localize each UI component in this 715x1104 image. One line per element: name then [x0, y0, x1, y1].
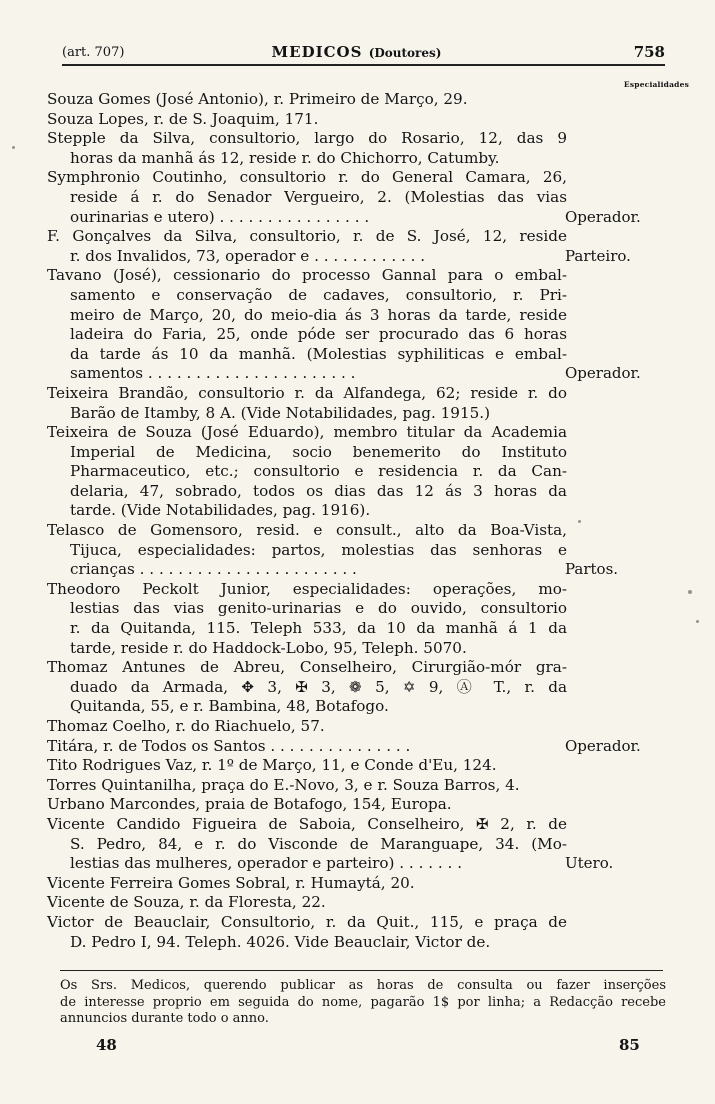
entry-line-continuation: Quitanda, 55, e r. Bambina, 48, Botafogo. — [70, 697, 389, 716]
entry-line-continuation: reside á r. do Senador Vergueiro, 2. (Molestias das vias — [70, 187, 567, 206]
directory-entry — [47, 580, 567, 658]
entry-line-continuation: Barão de Itamby, 8 A. (Vide Notabilidades, pag. 1915.) — [70, 403, 491, 422]
print-speckle — [12, 146, 15, 149]
entry-line-first: Stepple da Silva, consultorio, largo do Rosario, 12, das 9 — [47, 129, 567, 148]
article-reference: (art. 707) — [62, 45, 125, 60]
directory-entry — [47, 658, 567, 717]
directory-entry — [47, 913, 567, 952]
directory-entry — [47, 736, 641, 757]
footer-rule — [60, 970, 663, 971]
entry-line-first: Souza Gomes (José Antonio), r. Primeiro de Março, 29. — [47, 90, 468, 108]
entry-line-first: Tito Rodrigues Vaz, r. 1º de Março, 11, e Conde d'Eu, 124. — [47, 756, 497, 775]
directory-entry — [47, 814, 614, 874]
directory-entry — [47, 168, 641, 227]
entry-line-first: Vicente de Souza, r. da Floresta, 22. — [47, 893, 326, 912]
entry-line-continuation: S. Pedro, 84, e r. do Visconde de Maranguape, 34. (Mo- — [70, 834, 567, 853]
directory-entry — [47, 129, 567, 168]
directory-entry — [47, 227, 631, 266]
entry-line-continuation: D. Pedro I, 94. Teleph. 4026. Vide Beauclair, Victor de. — [70, 932, 491, 951]
directory-entry — [47, 717, 567, 737]
entry-list — [47, 90, 641, 952]
entry-line-first: Titára, r. de Todos os Santos . . . . . . . . . . . . . . . — [47, 736, 411, 755]
entry-line-first: F. Gonçalves da Silva, consultorio, r. de S. José, 12, reside — [47, 227, 567, 246]
entry-line-continuation: crianças . . . . . . . . . . . . . . . . . . . . . . . — [70, 560, 357, 579]
footer-right-number: 85 — [619, 1036, 640, 1054]
directory-entry — [47, 795, 567, 815]
entry-line-continuation: horas da manhã ás 12, reside r. do Chichorro, Catumby. — [70, 148, 500, 167]
entry-line-first: Urbano Marcondes, praia de Botafogo, 154, Europa. — [47, 795, 452, 814]
entry-line-continuation: duado da Armada, ✥ 3, ✠ 3, ❁ 5, ✡ 9, Ⓐ T., r. da — [70, 677, 567, 696]
specialties-heading: Especialidades — [623, 80, 689, 89]
entry-line-first: Tavano (José), cessionario do processo Gannal para o embal- — [47, 266, 567, 285]
footer-left-number: 48 — [96, 1036, 117, 1054]
directory-entry — [47, 423, 567, 521]
entry-line-continuation: da tarde ás 10 da manhã. (Molestias syphiliticas e embal- — [70, 344, 567, 363]
directory-entry — [47, 874, 567, 894]
footer-note — [60, 978, 666, 1028]
directory-entry — [47, 521, 619, 580]
print-speckle — [688, 590, 692, 594]
page-header — [48, 40, 665, 64]
entry-line-first: Teixeira Brandão, consultorio r. da Alfandega, 62; reside r. do — [47, 383, 567, 402]
footer-note-line: annuncios durante todo o anno. — [60, 1011, 269, 1026]
directory-entry — [47, 384, 567, 423]
header-rule — [62, 64, 665, 66]
entry-line-first: Thomaz Coelho, r. do Riachuelo, 57. — [47, 717, 325, 735]
directory-entry — [47, 266, 641, 384]
entry-line-first: Souza Lopes, r. de S. Joaquim, 171. — [47, 109, 319, 128]
entry-line-first: Vicente Ferreira Gomes Sobral, r. Humaytá, 20. — [47, 873, 415, 892]
entry-line-continuation: lestias das vias genito-urinarias e do ouvido, consultorio — [70, 599, 567, 618]
entry-line-continuation: Imperial de Medicina, socio benemerito do Instituto — [70, 442, 567, 461]
entry-line-first: Vicente Candido Figueira de Saboia, Conselheiro, ✠ 2, r. de — [47, 814, 567, 833]
section-subtitle: (Doutores) — [368, 46, 442, 60]
entry-line-continuation: ladeira do Faria, 25, onde póde ser procurado das 6 horas — [70, 325, 567, 344]
entry-line-continuation: lestias das mulheres, operador e parteiro) . . . . . . . — [70, 854, 463, 873]
print-speckle — [696, 620, 699, 623]
directory-entry — [47, 90, 567, 110]
entry-line-first: Telasco de Gomensoro, resid. e consult., alto da Boa-Vista, — [47, 521, 567, 540]
entry-line-continuation: r. da Quitanda, 115. Teleph 533, da 10 da manhã á 1 da — [70, 619, 567, 638]
entry-specialty: Operador. — [565, 207, 641, 226]
entry-line-continuation: tarde. (Vide Notabilidades, pag. 1916). — [70, 501, 371, 520]
directory-entry — [47, 756, 567, 776]
directory-entry — [47, 893, 567, 913]
entry-specialty: Parteiro. — [565, 246, 631, 265]
page-title — [48, 43, 665, 61]
section-title: MEDICOS — [271, 43, 363, 61]
entry-line-first: Torres Quintanilha, praça do E.-Novo, 3, e r. Souza Barros, 4. — [47, 775, 520, 794]
entry-line-continuation: meiro de Março, 20, do meio-dia ás 3 horas da tarde, reside — [70, 305, 567, 324]
footer-note-line: de interesse proprio em seguida do nome, pagarão 1$ por linha; a Redacção recebe — [60, 994, 666, 1010]
entry-specialty: Partos. — [565, 560, 619, 579]
entry-line-continuation: tarde, reside r. do Haddock-Lobo, 95, Teleph. 5070. — [70, 638, 467, 657]
entry-line-continuation: samentos . . . . . . . . . . . . . . . . . . . . . . — [70, 364, 356, 383]
entry-specialty: Operador. — [565, 364, 641, 383]
print-speckle — [578, 520, 581, 523]
entry-line-continuation: ourinarias e utero) . . . . . . . . . . . . . . . . — [70, 207, 370, 226]
entry-line-continuation: Tijuca, especialidades: partos, molestias das senhoras e — [70, 540, 567, 559]
footer-note-line: Os Srs. Medicos, querendo publicar as horas de consulta ou fazer inserções — [60, 978, 666, 993]
entry-line-continuation: r. dos Invalidos, 73, operador e . . . . . . . . . . . . — [70, 246, 426, 265]
entry-line-continuation: Pharmaceutico, etc.; consultorio e residencia r. da Can- — [70, 462, 567, 481]
entry-line-first: Theodoro Peckolt Junior, especialidades: operações, mo- — [47, 579, 567, 598]
entry-line-first: Symphronio Coutinho, consultorio r. do General Camara, 26, — [47, 168, 567, 187]
entry-line-first: Thomaz Antunes de Abreu, Conselheiro, Cirurgião-mór gra- — [47, 658, 567, 677]
entry-line-first: Teixeira de Souza (José Eduardo), membro titular da Academia — [47, 423, 567, 442]
directory-entry — [47, 776, 567, 796]
entry-line-first: Victor de Beauclair, Consultorio, r. da Quit., 115, e praça de — [47, 912, 567, 931]
entry-specialty: Utero. — [565, 854, 614, 873]
entry-specialty: Operador. — [565, 736, 641, 755]
directory-entry — [47, 110, 567, 130]
page-number: 758 — [633, 43, 665, 61]
entry-line-continuation: delaria, 47, sobrado, todos os dias das 12 ás 3 horas da — [70, 481, 567, 500]
entry-line-continuation: samento e conservação de cadaves, consultorio, r. Pri- — [70, 285, 567, 304]
